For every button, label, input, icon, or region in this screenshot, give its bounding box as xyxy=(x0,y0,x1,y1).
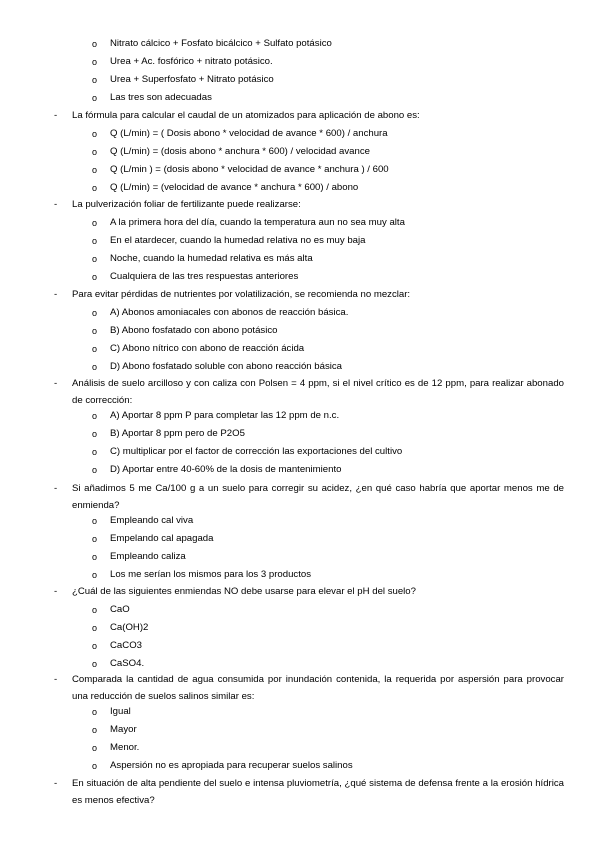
answer-option xyxy=(0,161,600,179)
answer-option xyxy=(0,143,600,161)
option-text: Q (L/min) = (velocidad de avance * anchura * 600) / abono xyxy=(110,182,359,193)
option-bullet: o xyxy=(92,254,98,264)
question-dash: - xyxy=(54,199,58,210)
answer-option xyxy=(0,739,600,757)
option-bullet: o xyxy=(92,570,98,580)
answer-option xyxy=(0,512,600,530)
option-text: Ca(OH)2 xyxy=(110,622,149,633)
option-text: Urea + Ac. fosfórico + nitrato potásico. xyxy=(110,56,273,67)
option-bullet: o xyxy=(92,447,98,457)
question xyxy=(0,107,600,125)
question xyxy=(0,671,600,703)
question-text: Análisis de suelo arcilloso y con caliza con Polsen = 4 ppm, si el nivel crítico es de 12 ppm, para realizar abonado de corrección: xyxy=(72,378,564,406)
question-dash: - xyxy=(54,289,58,300)
option-text: Q (L/min) = ( Dosis abono * velocidad de avance * 600) / anchura xyxy=(110,128,388,139)
answer-option xyxy=(0,358,600,376)
answer-option xyxy=(0,268,600,286)
option-text: Empleando caliza xyxy=(110,551,186,562)
answer-option xyxy=(0,548,600,566)
option-bullet: o xyxy=(92,429,98,439)
answer-option xyxy=(0,125,600,143)
question-dash: - xyxy=(54,483,58,494)
option-text: CaSO4. xyxy=(110,658,145,669)
question-block-1 xyxy=(0,35,600,107)
option-text: C) Abono nítrico con abono de reacción ácida xyxy=(110,343,305,354)
question-dash: - xyxy=(54,778,58,789)
answer-option xyxy=(0,703,600,721)
option-text: CaO xyxy=(110,604,130,615)
question-text: ¿Cuál de las siguientes enmiendas NO debe usarse para elevar el pH del suelo? xyxy=(72,586,416,597)
answer-option xyxy=(0,443,600,461)
answer-option xyxy=(0,407,600,425)
option-bullet: o xyxy=(92,623,98,633)
option-text: A) Abonos amoniacales con abonos de reacción básica. xyxy=(110,307,349,318)
question xyxy=(0,286,600,304)
option-bullet: o xyxy=(92,236,98,246)
option-bullet: o xyxy=(92,552,98,562)
answer-option xyxy=(0,340,600,358)
option-bullet: o xyxy=(92,743,98,753)
question xyxy=(0,196,600,214)
question-block-2 xyxy=(0,107,600,197)
option-text: C) multiplicar por el factor de corrección las exportaciones del cultivo xyxy=(110,446,403,457)
question-dash: - xyxy=(54,110,58,121)
option-bullet: o xyxy=(92,411,98,421)
option-bullet: o xyxy=(92,725,98,735)
option-text: Menor. xyxy=(110,742,140,753)
answer-option xyxy=(0,566,600,584)
question-block-6 xyxy=(0,480,600,584)
option-text: Empelando cal apagada xyxy=(110,533,214,544)
option-text: Empleando cal viva xyxy=(110,515,194,526)
answer-option xyxy=(0,619,600,637)
option-bullet: o xyxy=(92,272,98,282)
answer-option xyxy=(0,71,600,89)
answer-option xyxy=(0,461,600,479)
option-text: Igual xyxy=(110,706,131,717)
option-bullet: o xyxy=(92,39,98,49)
option-text: Cualquiera de las tres respuestas anteriores xyxy=(110,271,299,282)
option-text: Nitrato cálcico + Fosfato bicálcico + Sulfato potásico xyxy=(110,38,332,49)
answer-option xyxy=(0,89,600,107)
option-text: A) Aportar 8 ppm P para completar las 12 ppm de n.c. xyxy=(110,410,340,421)
option-bullet: o xyxy=(92,761,98,771)
option-bullet: o xyxy=(92,605,98,615)
option-text: Aspersión no es apropiada para recuperar suelos salinos xyxy=(110,760,353,771)
question xyxy=(0,775,600,807)
option-text: CaCO3 xyxy=(110,640,142,651)
option-bullet: o xyxy=(92,659,98,669)
option-text: Los me serían los mismos para los 3 productos xyxy=(110,569,312,580)
answer-option xyxy=(0,530,600,548)
question xyxy=(0,375,600,407)
option-text: Las tres son adecuadas xyxy=(110,92,212,103)
question xyxy=(0,583,600,601)
answer-option xyxy=(0,721,600,739)
option-bullet: o xyxy=(92,218,98,228)
question-text: La fórmula para calcular el caudal de un atomizados para aplicación de abono es: xyxy=(72,110,420,121)
question-text: Comparada la cantidad de agua consumida por inundación contenida, la requerida por aspersión para provocar una reducción de suelos salinos similar es: xyxy=(72,674,564,702)
option-text: A la primera hora del día, cuando la temperatura aun no sea muy alta xyxy=(110,217,405,228)
option-bullet: o xyxy=(92,308,98,318)
answer-option xyxy=(0,304,600,322)
option-bullet: o xyxy=(92,75,98,85)
answer-option xyxy=(0,637,600,655)
option-text: Mayor xyxy=(110,724,137,735)
option-text: Noche, cuando la humedad relativa es más alta xyxy=(110,253,313,264)
question-dash: - xyxy=(54,674,58,685)
option-text: B) Aportar 8 ppm pero de P2O5 xyxy=(110,428,245,439)
question-block-7 xyxy=(0,583,600,673)
answer-option xyxy=(0,425,600,443)
answer-option xyxy=(0,601,600,619)
question-block-3 xyxy=(0,196,600,286)
question-block-8 xyxy=(0,671,600,775)
option-text: Q (L/min ) = (dosis abono * velocidad de avance * anchura ) / 600 xyxy=(110,164,389,175)
option-bullet: o xyxy=(92,93,98,103)
option-bullet: o xyxy=(92,465,98,475)
answer-option xyxy=(0,757,600,775)
option-bullet: o xyxy=(92,129,98,139)
question-block-9 xyxy=(0,775,600,807)
question-text: La pulverización foliar de fertilizante puede realizarse: xyxy=(72,199,301,210)
option-bullet: o xyxy=(92,707,98,717)
option-text: Urea + Superfosfato + Nitrato potásico xyxy=(110,74,274,85)
option-bullet: o xyxy=(92,534,98,544)
option-text: En el atardecer, cuando la humedad relativa no es muy baja xyxy=(110,235,366,246)
answer-option xyxy=(0,250,600,268)
option-bullet: o xyxy=(92,183,98,193)
option-bullet: o xyxy=(92,641,98,651)
option-bullet: o xyxy=(92,147,98,157)
option-text: Q (L/min) = (dosis abono * anchura * 600) / velocidad avance xyxy=(110,146,370,157)
question-block-5 xyxy=(0,375,600,479)
answer-option xyxy=(0,322,600,340)
question-dash: - xyxy=(54,378,58,389)
question-dash: - xyxy=(54,586,58,597)
question-text: Si añadimos 5 me Ca/100 g a un suelo para corregir su acidez, ¿en qué caso habría que aportar menos me de enmienda? xyxy=(72,483,564,511)
option-text: D) Abono fosfatado soluble con abono reacción básica xyxy=(110,361,343,372)
answer-option xyxy=(0,232,600,250)
answer-option xyxy=(0,179,600,197)
question-text: En situación de alta pendiente del suelo e intensa pluviometría, ¿qué sistema de defensa frente a la erosión hídrica es menos efectiva? xyxy=(72,778,564,806)
question-block-4 xyxy=(0,286,600,376)
question xyxy=(0,480,600,512)
answer-option xyxy=(0,214,600,232)
option-bullet: o xyxy=(92,326,98,336)
option-bullet: o xyxy=(92,362,98,372)
option-bullet: o xyxy=(92,165,98,175)
answer-option xyxy=(0,53,600,71)
option-text: B) Abono fosfatado con abono potásico xyxy=(110,325,278,336)
option-text: D) Aportar entre 40-60% de la dosis de mantenimiento xyxy=(110,464,342,475)
question-text: Para evitar pérdidas de nutrientes por volatilización, se recomienda no mezclar: xyxy=(72,289,411,300)
option-bullet: o xyxy=(92,57,98,67)
option-bullet: o xyxy=(92,344,98,354)
answer-option xyxy=(0,35,600,53)
option-bullet: o xyxy=(92,516,98,526)
